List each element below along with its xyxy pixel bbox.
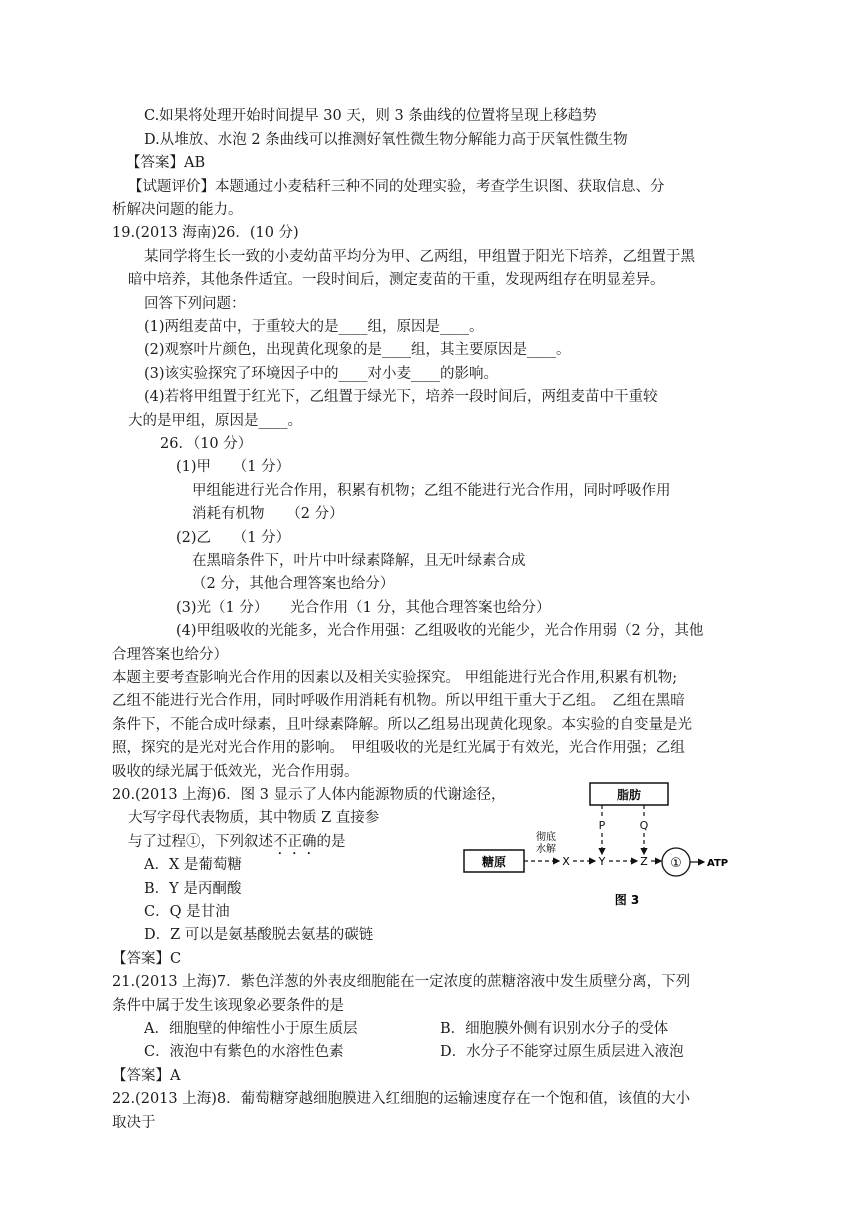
q19-explanation-5: 吸收的绿光属于低效光，光合作用弱。 xyxy=(112,764,359,780)
hydrolysis-label-2: 水解 xyxy=(536,844,556,855)
q19-answer-4-cont: 合理答案也给分） xyxy=(112,647,228,663)
q20-option-b: B．Y 是丙酮酸 xyxy=(144,881,242,897)
q20-stem: 20.(2013 上海)6．图 3 显示了人体内能源物质的代谢途径， xyxy=(112,787,506,803)
q22-stem: 22.(2013 上海)8．葡萄糖穿越细胞膜进入红细胞的运输速度存在一个饱和值，该值的大小 xyxy=(112,1091,691,1107)
q20-option-c: C．Q 是甘油 xyxy=(144,904,230,920)
q18-option-d: D.从堆放、水泡 2 条曲线可以推测好氧性微生物分解能力高于厌氧性微生物 xyxy=(144,132,628,148)
q19-answer-header: 26．（10 分） xyxy=(160,436,253,452)
q19-sub-1: (1)两组麦苗中，于重较大的是____组，原因是____。 xyxy=(144,319,484,335)
q19-stem: 某同学将生长一致的小麦幼苗平均分为甲、乙两组，甲组置于阳光下培养，乙组置于黑 xyxy=(144,249,695,265)
q19-answer-3: (3)光（1 分） 光合作用（1 分，其他合理答案也给分） xyxy=(176,600,551,616)
q21-option-b: B．细胞膜外侧有识别水分子的受体 xyxy=(440,1021,669,1037)
x-label: X xyxy=(562,855,570,868)
q20-answer: 【答案】C xyxy=(112,951,182,967)
q19-explanation-1: 本题主要考查影响光合作用的因素以及相关实验探究。 甲组能进行光合作用,积累有机物; xyxy=(112,670,678,686)
q20-option-a: A．X 是葡萄糖 xyxy=(144,857,242,873)
p-label: P xyxy=(598,819,606,832)
q21-stem-cont: 条件中属于发生该现象必要条件的是 xyxy=(112,998,344,1014)
q19-explanation-4: 照，探究的是光对光合作用的影响。 甲组吸收的光是红光属于有效光，光合作用强；乙组 xyxy=(112,740,685,756)
q19-answer-1-reason-cont: 消耗有机物 （2 分） xyxy=(192,506,344,522)
q18-option-c: C.如果将处理开始时间提早 30 天，则 3 条曲线的位置将呈现上移趋势 xyxy=(144,108,597,124)
atp-label: ATP xyxy=(707,858,729,869)
q18-answer: 【答案】AB xyxy=(126,155,206,171)
q19-header: 19.(2013 海南)26．(10 分) xyxy=(112,225,299,241)
q19-prompt: 回答下列问题： xyxy=(144,296,246,312)
cycle-label: ① xyxy=(670,856,682,871)
q19-answer-2-reason: 在黑暗条件下，叶片中叶绿素降解，且无叶绿素合成 xyxy=(192,553,526,569)
q19-sub-4-cont: 大的是甲组，原因是____。 xyxy=(128,413,302,429)
q18-comment: 【试题评价】本题通过小麦秸秆三种不同的处理实验，考查学生识图、获取信息、分 xyxy=(128,179,665,195)
q22-stem-cont: 取决于 xyxy=(112,1115,156,1131)
q19-explanation-3: 条件下，不能合成叶绿素，且叶绿素降解。所以乙组易出现黄化现象。本实验的自变量是光 xyxy=(112,717,692,733)
q21-option-a: A．细胞壁的伸缩性小于原生质层 xyxy=(144,1021,358,1037)
q20-stem-cont-2: 与了过程①，下列叙述不正确的是 xyxy=(128,834,346,850)
q21-stem: 21.(2013 上海)7．紫色洋葱的外表皮细胞能在一定浓度的蔗糖溶液中发生质壁分离，下列 xyxy=(112,974,691,990)
metabolism-diagram xyxy=(456,780,746,920)
q21-option-c: C．液泡中有紫色的水溶性色素 xyxy=(144,1044,344,1060)
hydrolysis-label-1: 彻底 xyxy=(536,832,556,843)
q19-answer-4: (4)甲组吸收的光能多，光合作用强：乙组吸收的光能少，光合作用弱（2 分，其他 xyxy=(176,623,704,639)
q19-sub-4: (4)若将甲组置于红光下，乙组置于绿光下，培养一段时间后，两组麦苗中干重较 xyxy=(144,389,658,405)
q18-comment-cont: 析解决问题的能力。 xyxy=(112,202,243,218)
q19-answer-2: (2)乙 （1 分） xyxy=(176,530,291,546)
q20-emphasis: 不正确 xyxy=(273,834,317,850)
figure-caption: 图 3 xyxy=(614,893,640,907)
q19-answer-1: (1)甲 （1 分） xyxy=(176,459,291,475)
y-label: Y xyxy=(598,855,606,868)
fat-label: 脂肪 xyxy=(616,788,642,802)
q19-stem-cont: 暗中培养，其他条件适宜。一段时间后，测定麦苗的干重，发现两组存在明显差异。 xyxy=(128,272,665,288)
q19-sub-2: (2)观察叶片颜色，出现黄化现象的是____组，其主要原因是____。 xyxy=(144,342,571,358)
z-label: Z xyxy=(640,855,648,868)
q19-explanation-2: 乙组不能进行光合作用，同时呼吸作用消耗有机物。所以甲组干重大于乙组。 乙组在黑暗 xyxy=(112,693,685,709)
q19-sub-3: (3)该实验探究了环境因子中的____对小麦____的影响。 xyxy=(144,366,499,382)
q20-option-d: D．Z 可以是氨基酸脱去氨基的碳链 xyxy=(144,927,374,943)
glycogen-label: 糖原 xyxy=(481,855,507,869)
q-label: Q xyxy=(639,819,649,832)
q21-answer: 【答案】A xyxy=(112,1068,181,1084)
q19-answer-1-reason: 甲组能进行光合作用，积累有机物；乙组不能进行光合作用，同时呼吸作用 xyxy=(192,483,671,499)
q20-stem-cont: 大写字母代表物质，其中物质 Z 直接参 xyxy=(128,810,380,826)
q21-option-d: D．水分子不能穿过原生质层进入液泡 xyxy=(440,1044,684,1060)
q19-answer-2-score: （2 分，其他合理答案也给分） xyxy=(192,576,395,592)
